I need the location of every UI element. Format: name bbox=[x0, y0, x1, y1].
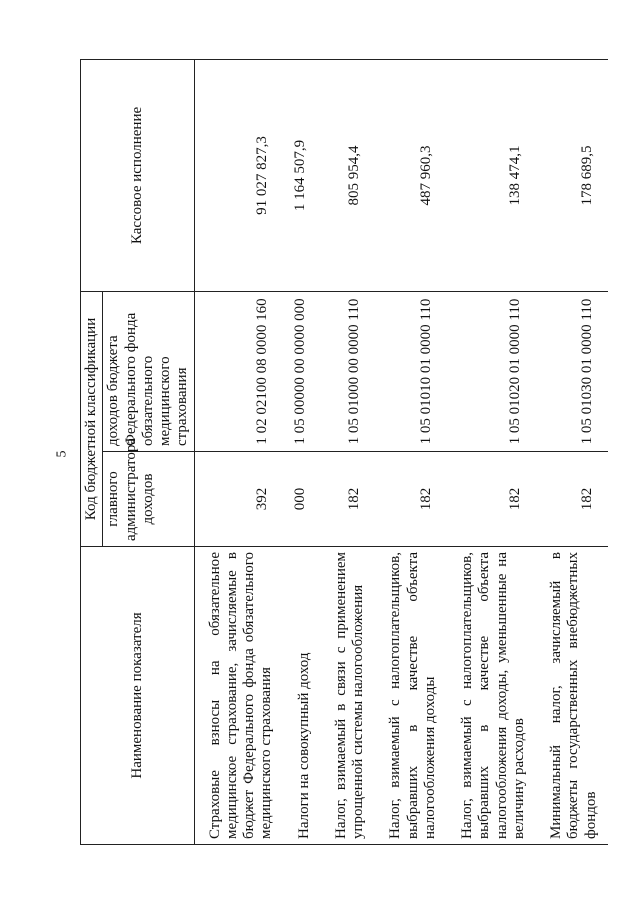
row-admin-code: 182 bbox=[536, 452, 608, 547]
table-row bbox=[375, 59, 447, 844]
row-income-code: 1 05 01030 01 0000 110 bbox=[536, 291, 608, 451]
row-amount: 138 474,1 bbox=[447, 59, 536, 291]
budget-table bbox=[80, 59, 608, 845]
header-execution: Кассовое исполнение bbox=[81, 59, 195, 291]
row-income-code: 1 05 00000 00 0000 000 bbox=[284, 291, 321, 451]
row-admin-code: 182 bbox=[375, 452, 447, 547]
table-body bbox=[194, 59, 608, 844]
row-income-code: 1 05 01010 01 0000 110 bbox=[375, 291, 447, 451]
row-name: Налоги на совокупный доход bbox=[284, 547, 321, 845]
row-admin-code: 182 bbox=[321, 452, 376, 547]
row-amount: 1 164 507,9 bbox=[284, 59, 321, 291]
rotated-table-page bbox=[80, 60, 599, 845]
row-name: Минимальный налог, зачисляемый в бюджеты государственных внебюджетных фондов bbox=[536, 547, 608, 845]
page-number bbox=[54, 446, 70, 462]
row-amount: 178 689,5 bbox=[536, 59, 608, 291]
header-budget-code: Код бюджетной классификации bbox=[81, 291, 103, 546]
row-name: Страховые взносы на обязательное медицинское страхование, зачисляемые в бюджет Федерального фонда обязательного медицинского страхования bbox=[194, 547, 284, 845]
row-name: Налог, взимаемый в связи с применением упрощенной системы налогообложения bbox=[321, 547, 376, 845]
table-row bbox=[321, 59, 376, 844]
row-name: Налог, взимаемый с налогоплательщиков, выбравших в качестве объекта налогообложения доходы bbox=[375, 547, 447, 845]
row-admin-code: 000 bbox=[284, 452, 321, 547]
row-income-code: 1 05 01020 01 0000 110 bbox=[447, 291, 536, 451]
row-amount: 91 027 827,3 bbox=[194, 59, 284, 291]
header-admin: главного администратора доходов bbox=[103, 452, 194, 547]
table-row bbox=[447, 59, 536, 844]
row-name: Налог, взимаемый с налогоплательщиков, выбравших в качестве объекта налогообложения доходы, уменьшенные на величину расходов bbox=[447, 547, 536, 845]
page-number-text: 5 bbox=[54, 450, 70, 458]
row-admin-code: 182 bbox=[447, 452, 536, 547]
row-income-code: 1 02 02100 08 0000 160 bbox=[194, 291, 284, 451]
table-row bbox=[284, 59, 321, 844]
header-name: Наименование показателя bbox=[81, 547, 195, 845]
row-admin-code: 392 bbox=[194, 452, 284, 547]
row-amount: 487 960,3 bbox=[375, 59, 447, 291]
table-row bbox=[536, 59, 608, 844]
table-row bbox=[194, 59, 284, 844]
header-income: доходов бюджета Федерального фонда обязательного медицинского страхования bbox=[103, 291, 194, 451]
row-income-code: 1 05 01000 00 0000 110 bbox=[321, 291, 376, 451]
row-amount: 805 954,4 bbox=[321, 59, 376, 291]
